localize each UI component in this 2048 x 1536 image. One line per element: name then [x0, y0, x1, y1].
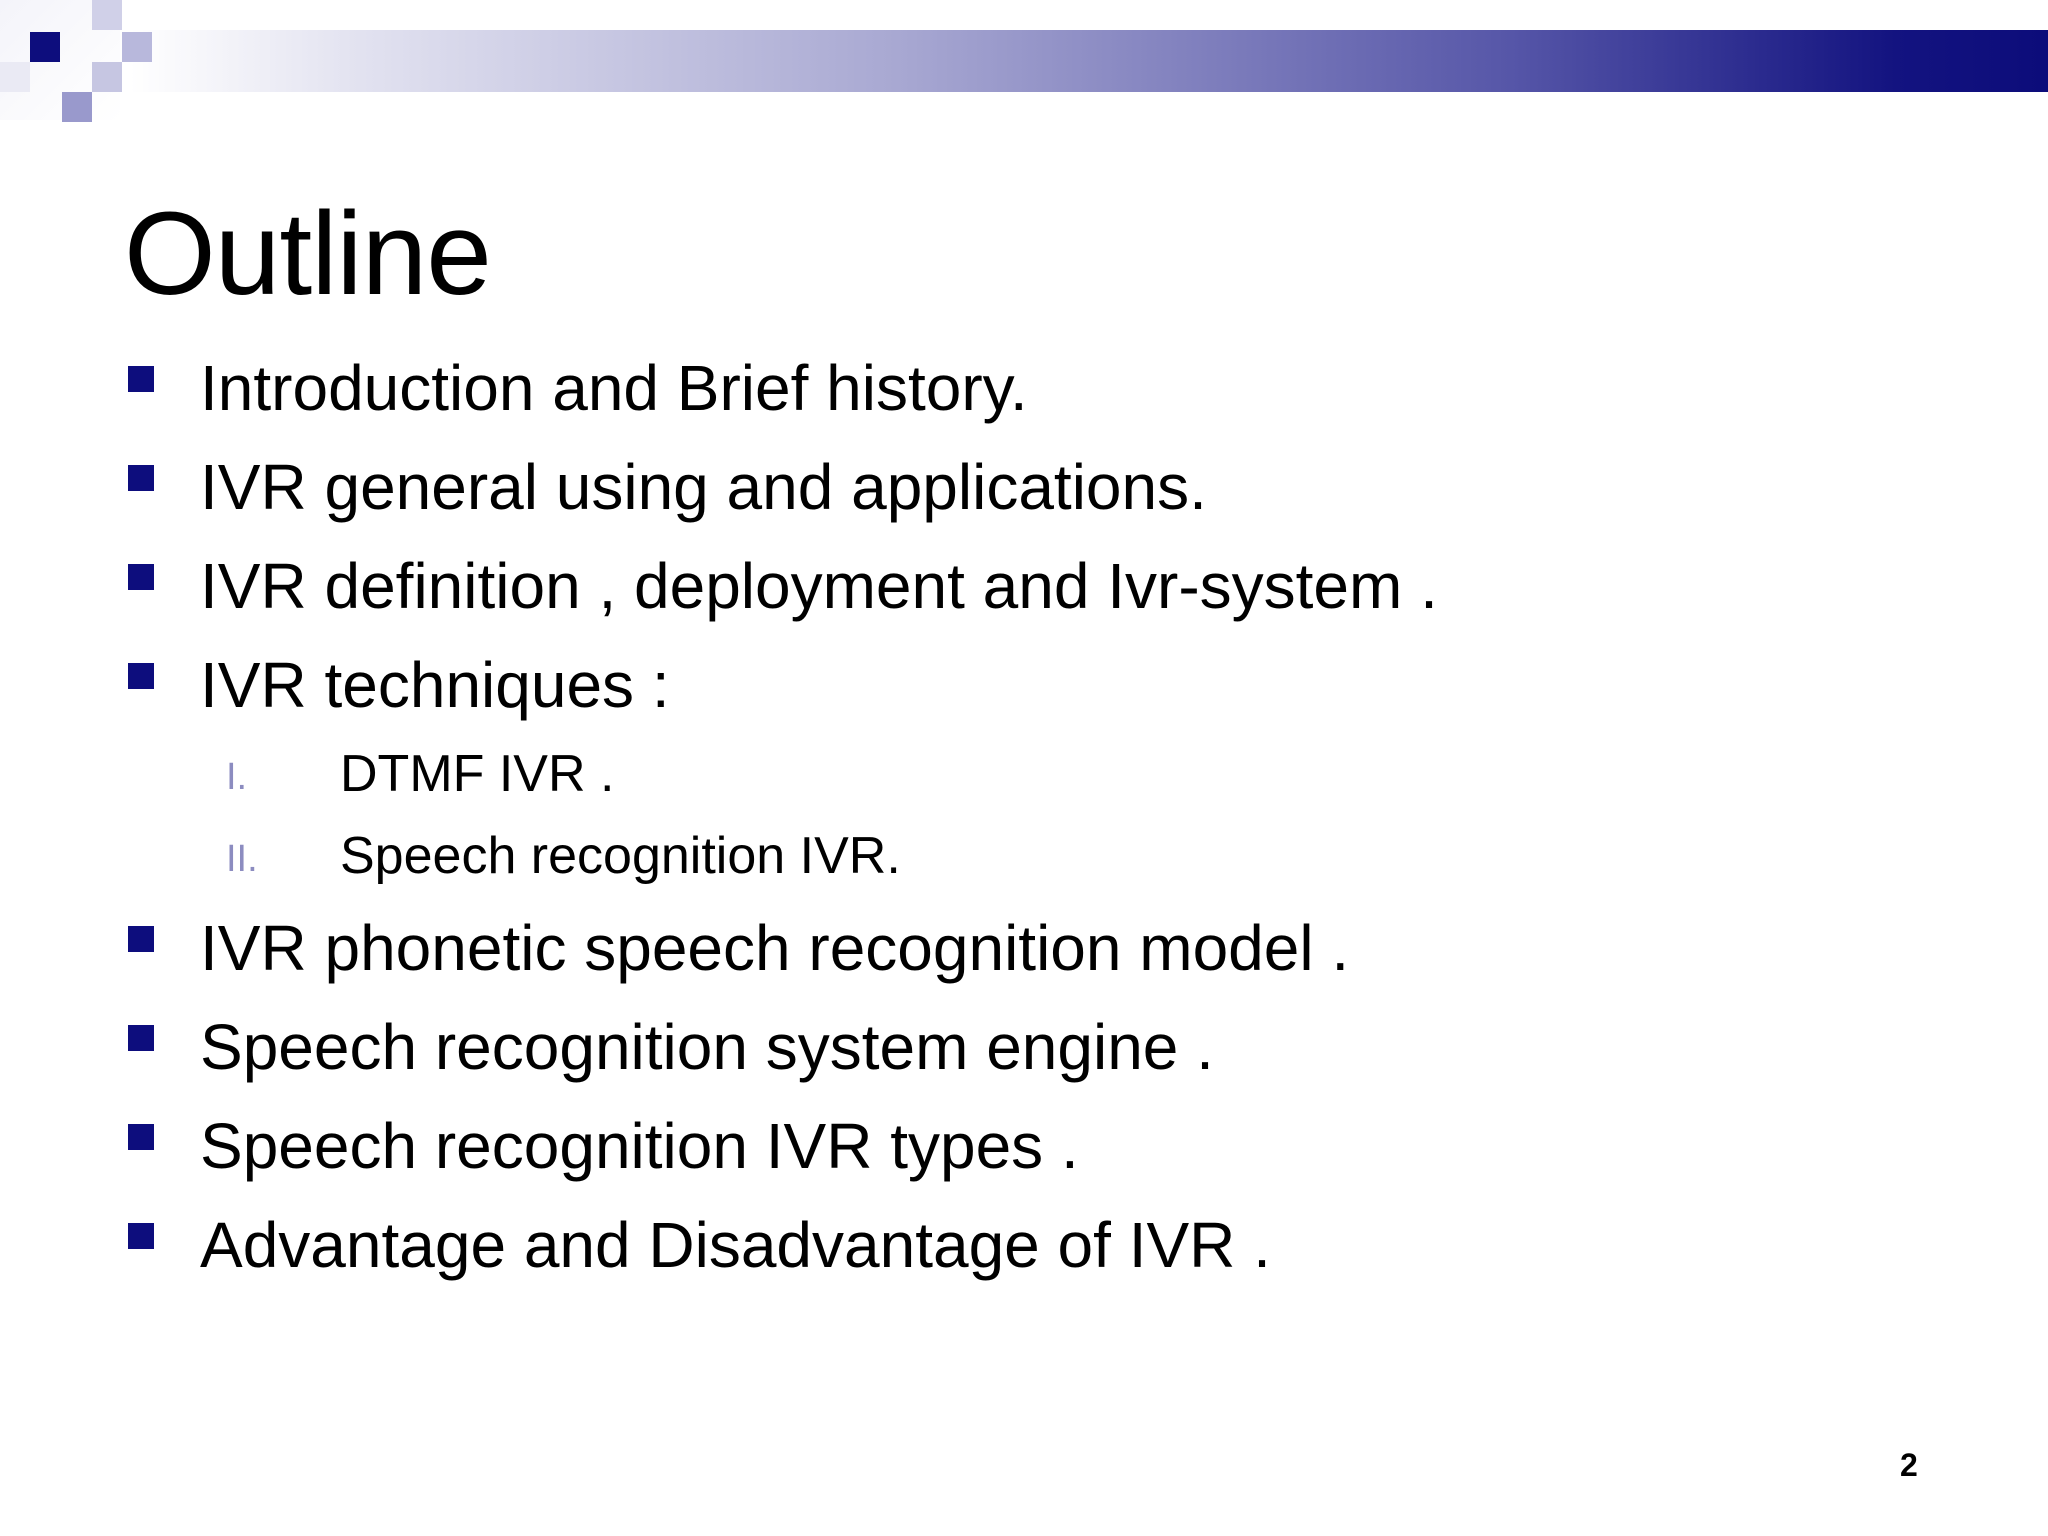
sub-item-numeral: II. [226, 838, 258, 880]
list-item: Speech recognition system engine . [200, 1011, 1214, 1083]
square-bullet-icon [128, 926, 154, 952]
square-bullet-icon [128, 564, 154, 590]
list-item: Speech recognition IVR types . [200, 1110, 1079, 1182]
sub-list-item: DTMF IVR . [340, 745, 615, 803]
list-item: Advantage and Disadvantage of IVR . [200, 1209, 1271, 1281]
header-gradient-band [130, 30, 2048, 92]
square-bullet-icon [128, 663, 154, 689]
page-number: 2 [1900, 1447, 1918, 1483]
list-item: IVR definition , deployment and Ivr-system . [200, 550, 1438, 622]
list-item: Introduction and Brief history. [200, 352, 1028, 424]
list-item: IVR phonetic speech recognition model . [200, 912, 1350, 984]
slide-title: Outline [124, 188, 491, 320]
square-bullet-icon [128, 366, 154, 392]
list-item: IVR techniques : [200, 649, 670, 721]
square-bullet-icon [128, 465, 154, 491]
square-bullet-icon [128, 1025, 154, 1051]
sub-list-item: Speech recognition IVR. [340, 827, 901, 885]
list-item: IVR general using and applications. [200, 451, 1207, 523]
sub-item-numeral: I. [226, 756, 248, 798]
square-bullet-icon [128, 1223, 154, 1249]
square-bullet-icon [128, 1124, 154, 1150]
